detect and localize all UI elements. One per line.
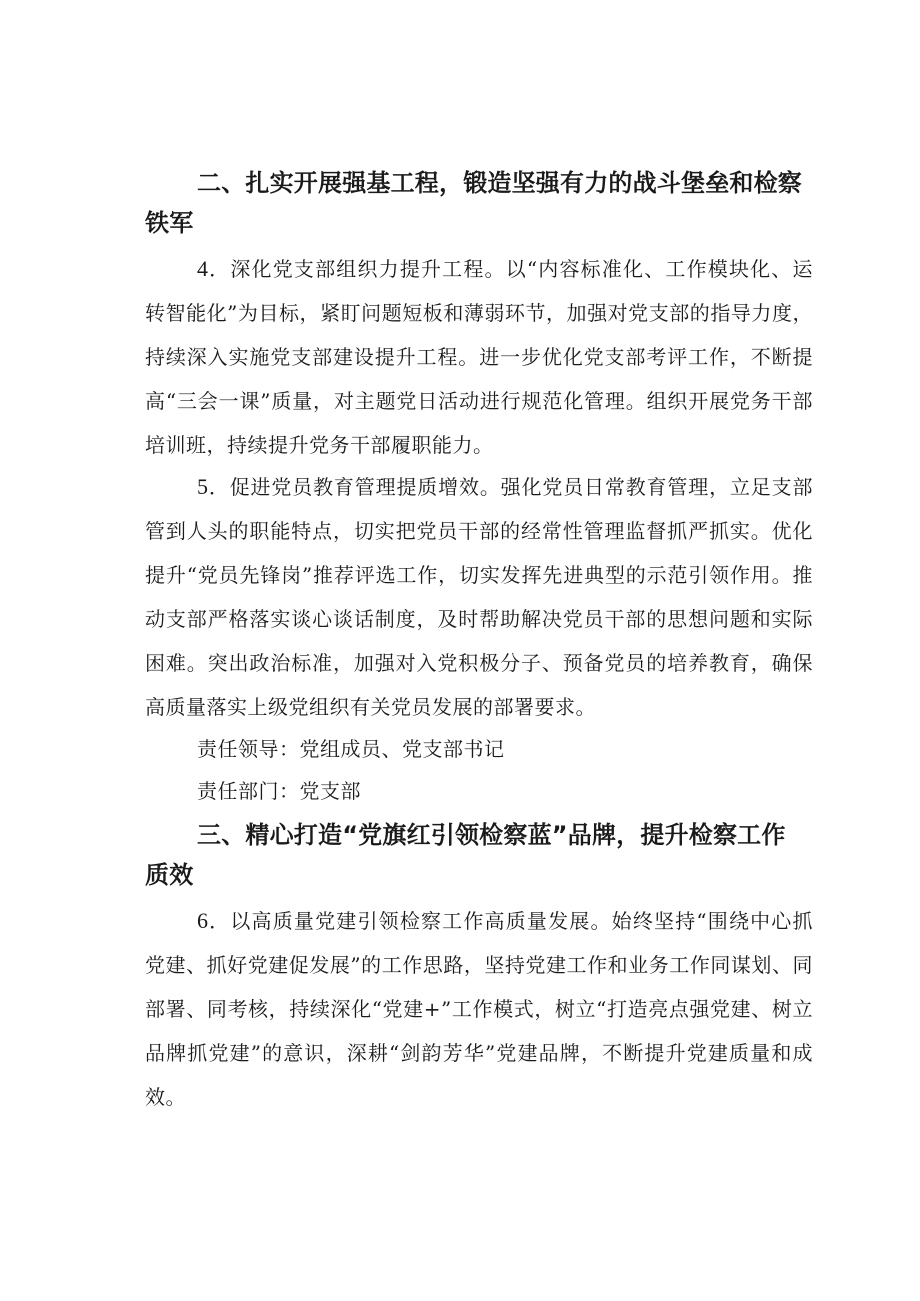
responsible-leader: 责任领导：党组成员、党支部书记 bbox=[197, 737, 505, 761]
section-2-heading: 二、扎实开展强基工程，锻造坚强有力的战斗堡垒和检察铁军 bbox=[145, 169, 802, 237]
item-6-text: ．以高质量党建引领检察工作高质量发展。始终坚持“围绕中心抓党建、抓好党建促发展”的工作思路，坚持党建工作和业务工作同谋划、同部署、同考核，持续深化“党建+”工作模式，树立“打造亮点强党建、树立品牌抓党建”的意识，深耕“剑韵芳华”党建品牌，不断提升党建质量和成效。 bbox=[145, 909, 813, 1109]
responsible-department: 责任部门：党支部 bbox=[197, 779, 361, 803]
item-5-text: ．促进党员教育管理提质增效。强化党员日常教育管理，立足支部管到人头的职能特点，切实把党员干部的经常性管理监督抓严抓实。优化提升“党员先锋岗”推荐评选工作，切实发挥先进典型的示范引领作用。推动支部严格落实谈心谈话制度，及时帮助解决党员干部的思想问题和实际困难。突出政治标准，加强对入党积极分子、预备党员的培养教育，确保高质量落实上级党组织有关党员发展的部署要求。 bbox=[145, 475, 813, 719]
item-4-text: ．深化党支部组织力提升工程。以“内容标准化、工作模块化、运转智能化”为目标，紧盯问题短板和薄弱环节，加强对党支部的指导力度，持续深入实施党支部建设提升工程。进一步优化党支部考评工作，不断提高“三会一课”质量，对主题党日活动进行规范化管理。组织开展党务干部培训班，持续提升党务干部履职能力。 bbox=[145, 257, 813, 457]
section-3-heading: 三、精心打造“党旗红引领检察蓝”品牌，提升检察工作质效 bbox=[145, 821, 786, 889]
item-4-paragraph bbox=[145, 247, 813, 467]
item-6-number: 6 bbox=[197, 908, 209, 933]
item-5-number: 5 bbox=[197, 474, 209, 499]
item-4-number: 4 bbox=[197, 256, 209, 281]
item-5-paragraph bbox=[145, 465, 813, 729]
item-6-paragraph bbox=[145, 899, 813, 1119]
